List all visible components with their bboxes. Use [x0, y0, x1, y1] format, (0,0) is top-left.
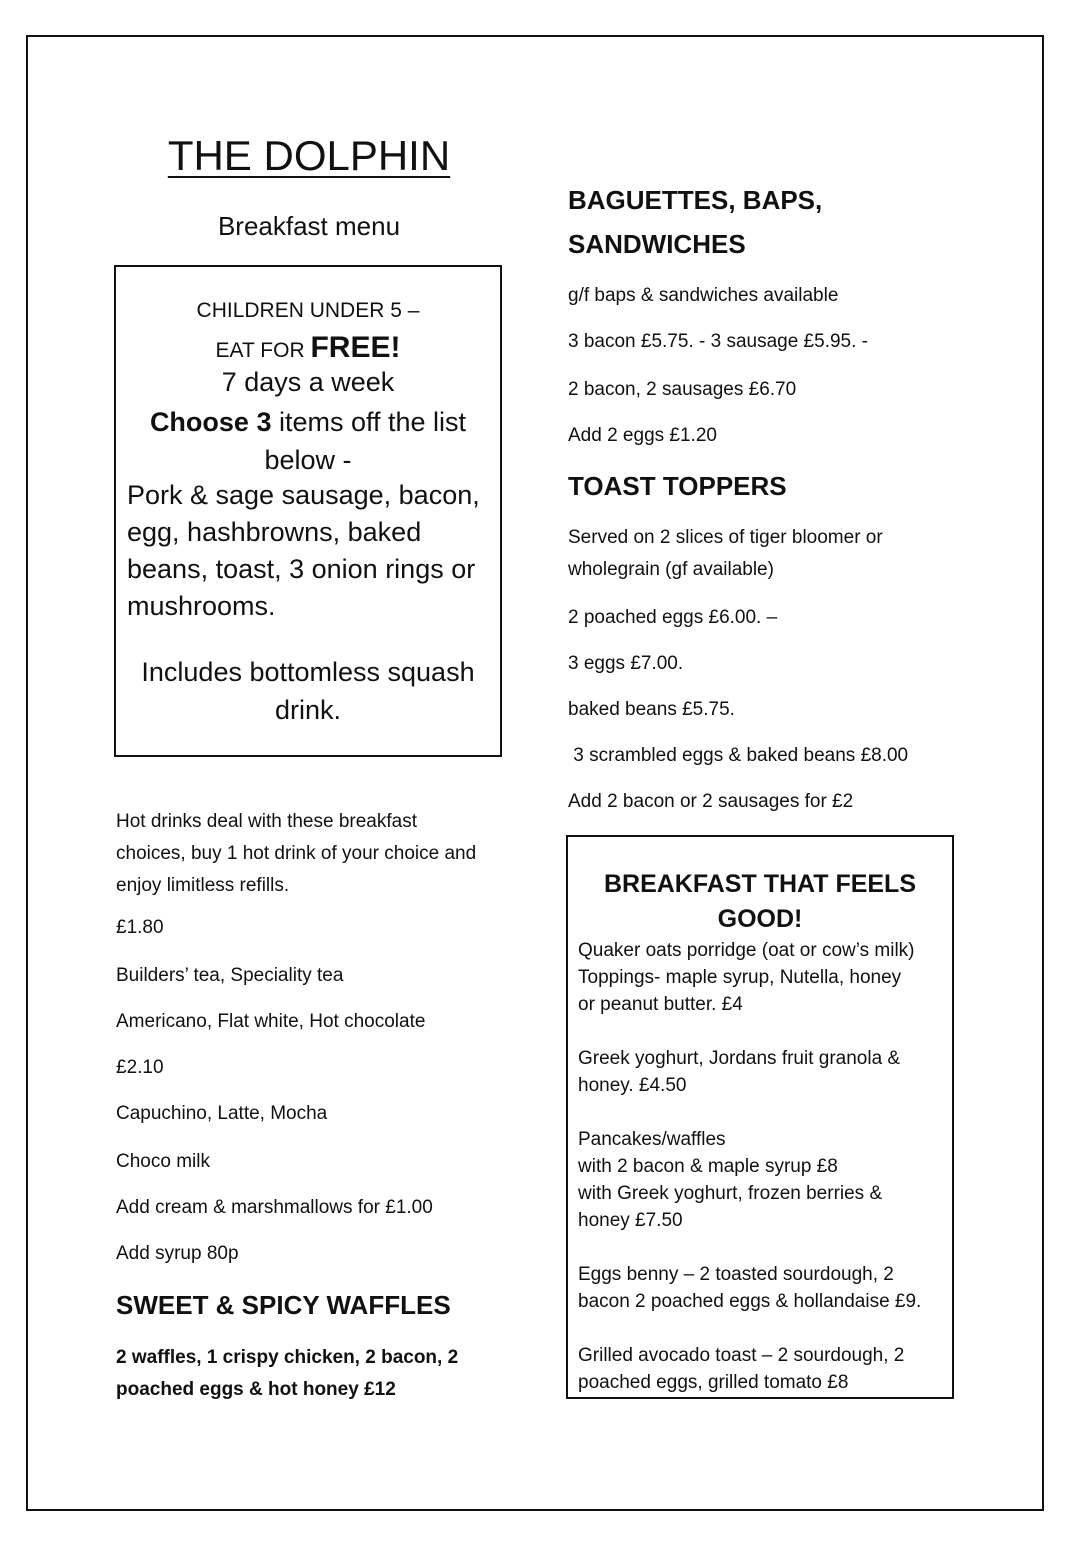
- avocado-toast-line2: poached eggs, grilled tomato £8: [578, 1372, 849, 1393]
- waffles-heading: SWEET & SPICY WAFFLES: [116, 1290, 451, 1320]
- pancakes-line3: with Greek yoghurt, frozen berries &: [578, 1183, 883, 1204]
- feels-good-title: [578, 867, 942, 937]
- eggs-benny-line2: bacon 2 poached eggs & hollandaise £9.: [578, 1291, 922, 1312]
- feels-good-items: [578, 937, 946, 1396]
- kids-offer-free: FREE!: [310, 331, 401, 364]
- eggs-benny-item: [578, 1261, 946, 1315]
- toast-toppers-desc-line1: Served on 2 slices of tiger bloomer or: [568, 527, 883, 548]
- kids-offer-choose: [136, 403, 480, 479]
- feels-good-title-line1: BREAKFAST THAT FEELS: [603, 870, 917, 898]
- hot-drinks-extra-2: Add syrup 80p: [116, 1243, 239, 1264]
- porridge-line1: Quaker oats porridge (oat or cow’s milk): [578, 940, 915, 961]
- porridge-line3: or peanut butter. £4: [578, 994, 743, 1015]
- hot-drinks-extra-1: Add cream & marshmallows for £1.00: [116, 1197, 433, 1218]
- hot-drinks-tier2-line1: Capuchino, Latte, Mocha: [116, 1103, 328, 1124]
- feels-good-title-line2: GOOD!: [717, 905, 803, 933]
- avocado-toast-line1: Grilled avocado toast – 2 sourdough, 2: [578, 1345, 905, 1366]
- hot-drinks-tier1-line1: Builders’ tea, Speciality tea: [116, 965, 344, 986]
- kids-offer-line1: CHILDREN UNDER 5 –: [196, 299, 420, 322]
- baguettes-heading-line1: BAGUETTES, BAPS,: [568, 185, 823, 215]
- baguettes-note: g/f baps & sandwiches available: [568, 285, 839, 306]
- yoghurt-line2: honey. £4.50: [578, 1075, 687, 1096]
- kids-offer-items: Pork & sage sausage, bacon, egg, hashbrowns, baked beans, toast, 3 onion rings or mushrooms.: [127, 480, 480, 621]
- kids-offer-choose-rest: items off the list below -: [264, 407, 467, 475]
- kids-offer-line2: [116, 331, 500, 365]
- hot-drinks-price-2: £2.10: [116, 1057, 164, 1078]
- toast-toppers-item-5: Add 2 bacon or 2 sausages for £2: [568, 791, 854, 812]
- yoghurt-line1: Greek yoghurt, Jordans fruit granola &: [578, 1048, 901, 1069]
- pancakes-line1: Pancakes/waffles: [578, 1129, 726, 1150]
- kids-offer-choose-bold: Choose 3: [149, 407, 272, 437]
- toast-toppers-item-3: baked beans £5.75.: [568, 699, 735, 720]
- kids-offer-eat-for: EAT FOR: [215, 339, 311, 362]
- pancakes-item: [578, 1126, 946, 1234]
- baguettes-heading-line2: SANDWICHES: [568, 229, 746, 259]
- avocado-toast-item: [578, 1342, 946, 1396]
- porridge-line2: Toppings- maple syrup, Nutella, honey: [578, 967, 902, 988]
- hot-drinks-price-1: £1.80: [116, 917, 164, 938]
- kids-offer-includes: Includes bottomless squash drink.: [141, 657, 475, 725]
- waffles-line1: 2 waffles, 1 crispy chicken, 2 bacon, 2: [116, 1347, 459, 1368]
- toast-toppers-desc-line2: wholegrain (gf available): [568, 559, 774, 580]
- hot-drinks-tier1-line2: Americano, Flat white, Hot chocolate: [116, 1011, 426, 1032]
- feels-good-box: [566, 835, 954, 1399]
- waffles-line2: poached eggs & hot honey £12: [116, 1379, 396, 1400]
- toast-toppers-item-4: 3 scrambled eggs & baked beans £8.00: [568, 745, 909, 766]
- pancakes-line2: with 2 bacon & maple syrup £8: [578, 1156, 838, 1177]
- pancakes-line4: honey £7.50: [578, 1210, 683, 1231]
- baguettes-item-2: 2 bacon, 2 sausages £6.70: [568, 379, 797, 400]
- eggs-benny-line1: Eggs benny – 2 toasted sourdough, 2: [578, 1264, 894, 1285]
- hot-drinks-intro: Hot drinks deal with these breakfast choices, buy 1 hot drink of your choice and enjoy limitless refills.: [116, 811, 477, 896]
- porridge-item: [578, 937, 946, 1018]
- toast-toppers-item-1: 2 poached eggs £6.00. –: [568, 607, 778, 628]
- kids-offer-days: 7 days a week: [221, 367, 395, 397]
- toast-toppers-heading: TOAST TOPPERS: [568, 471, 787, 501]
- yoghurt-item: [578, 1045, 946, 1099]
- toast-toppers-item-2: 3 eggs £7.00.: [568, 653, 684, 674]
- baguettes-item-1: 3 bacon £5.75. - 3 sausage £5.95. -: [568, 331, 868, 352]
- baguettes-item-3: Add 2 eggs £1.20: [568, 425, 717, 446]
- page-title: THE DOLPHIN: [167, 132, 451, 179]
- menu-subtitle: Breakfast menu: [217, 211, 401, 241]
- hot-drinks-tier2-line2: Choco milk: [116, 1151, 210, 1172]
- kids-offer-box: [114, 265, 502, 757]
